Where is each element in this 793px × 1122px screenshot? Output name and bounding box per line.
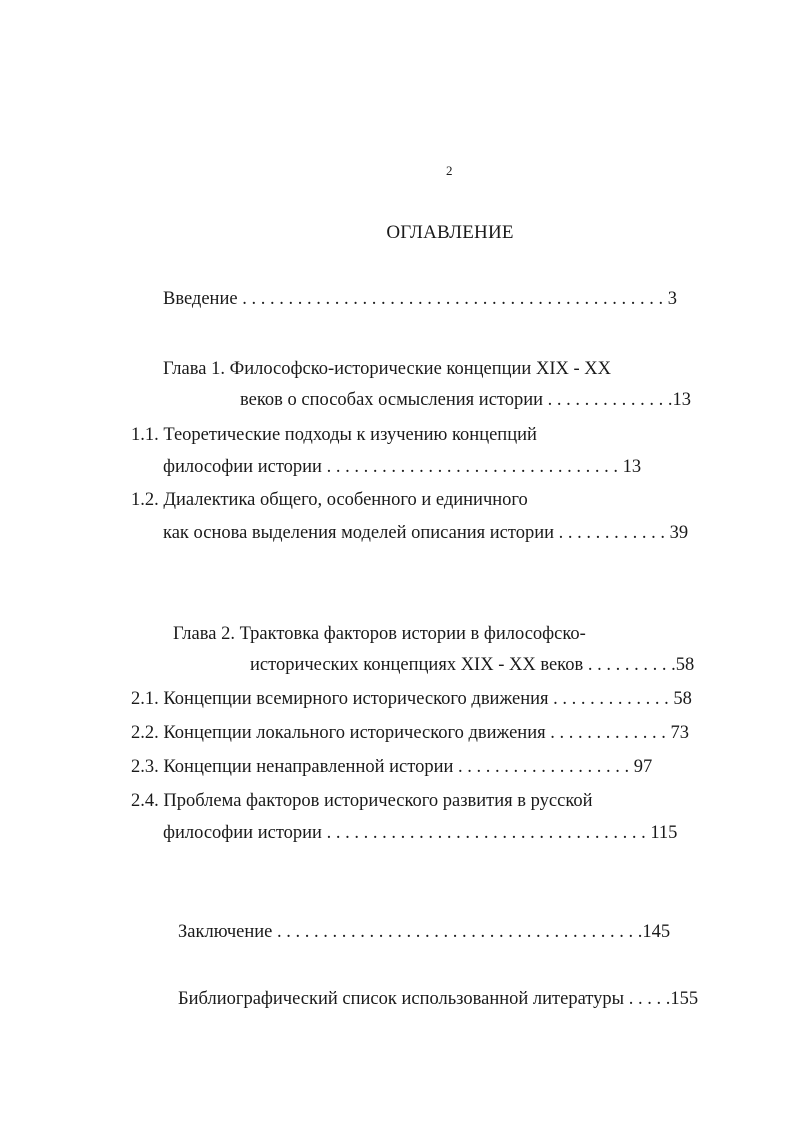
toc-entry-intro[interactable]: Введение . . . . . . . . . . . . . . . . . . . . . . . . . . . . . . . . . . . . . . . . . . . . . . 3 [163,289,677,309]
toc-section-1-2-cont[interactable]: как основа выделения моделей описания истории . . . . . . . . . . . . 39 [163,523,689,543]
toc-entry-conclusion[interactable]: Заключение . . . . . . . . . . . . . . . . . . . . . . . . . . . . . . . . . . . . . . . .145 [178,922,671,942]
toc-section-2-4-cont[interactable]: философии истории . . . . . . . . . . . . . . . . . . . . . . . . . . . . . . . . . . . 115 [163,823,678,843]
toc-chapter-2-title-cont[interactable]: исторических концепциях XIX - XX веков . . . . . . . . . .58 [250,655,695,675]
toc-chapter-2-title[interactable]: Глава 2. Трактовка факторов истории в философско- [173,624,586,644]
toc-chapter-1-title[interactable]: Глава 1. Философско-исторические концепции XIX - XX [163,359,611,379]
toc-section-1-1-cont[interactable]: философии истории . . . . . . . . . . . . . . . . . . . . . . . . . . . . . . . . 13 [163,457,642,477]
toc-section-2-1[interactable]: 2.1. Концепции всемирного исторического движения . . . . . . . . . . . . . 58 [131,689,692,709]
page-number: 2 [446,163,453,178]
toc-section-1-2[interactable]: 1.2. Диалектика общего, особенного и единичного [131,490,528,510]
toc-section-2-4[interactable]: 2.4. Проблема факторов исторического развития в русской [131,791,593,811]
toc-section-2-2[interactable]: 2.2. Концепции локального исторического движения . . . . . . . . . . . . . 73 [131,723,689,743]
toc-section-2-3[interactable]: 2.3. Концепции ненаправленной истории . . . . . . . . . . . . . . . . . . . 97 [131,757,653,777]
toc-entry-bibliography[interactable]: Библиографический список использованной литературы . . . . .155 [178,989,699,1009]
toc-chapter-1-title-cont[interactable]: веков о способах осмысления истории . . . . . . . . . . . . . .13 [240,390,692,410]
toc-title: ОГЛАВЛЕНИЕ [386,222,514,243]
toc-section-1-1[interactable]: 1.1. Теоретические подходы к изучению концепций [131,425,537,445]
